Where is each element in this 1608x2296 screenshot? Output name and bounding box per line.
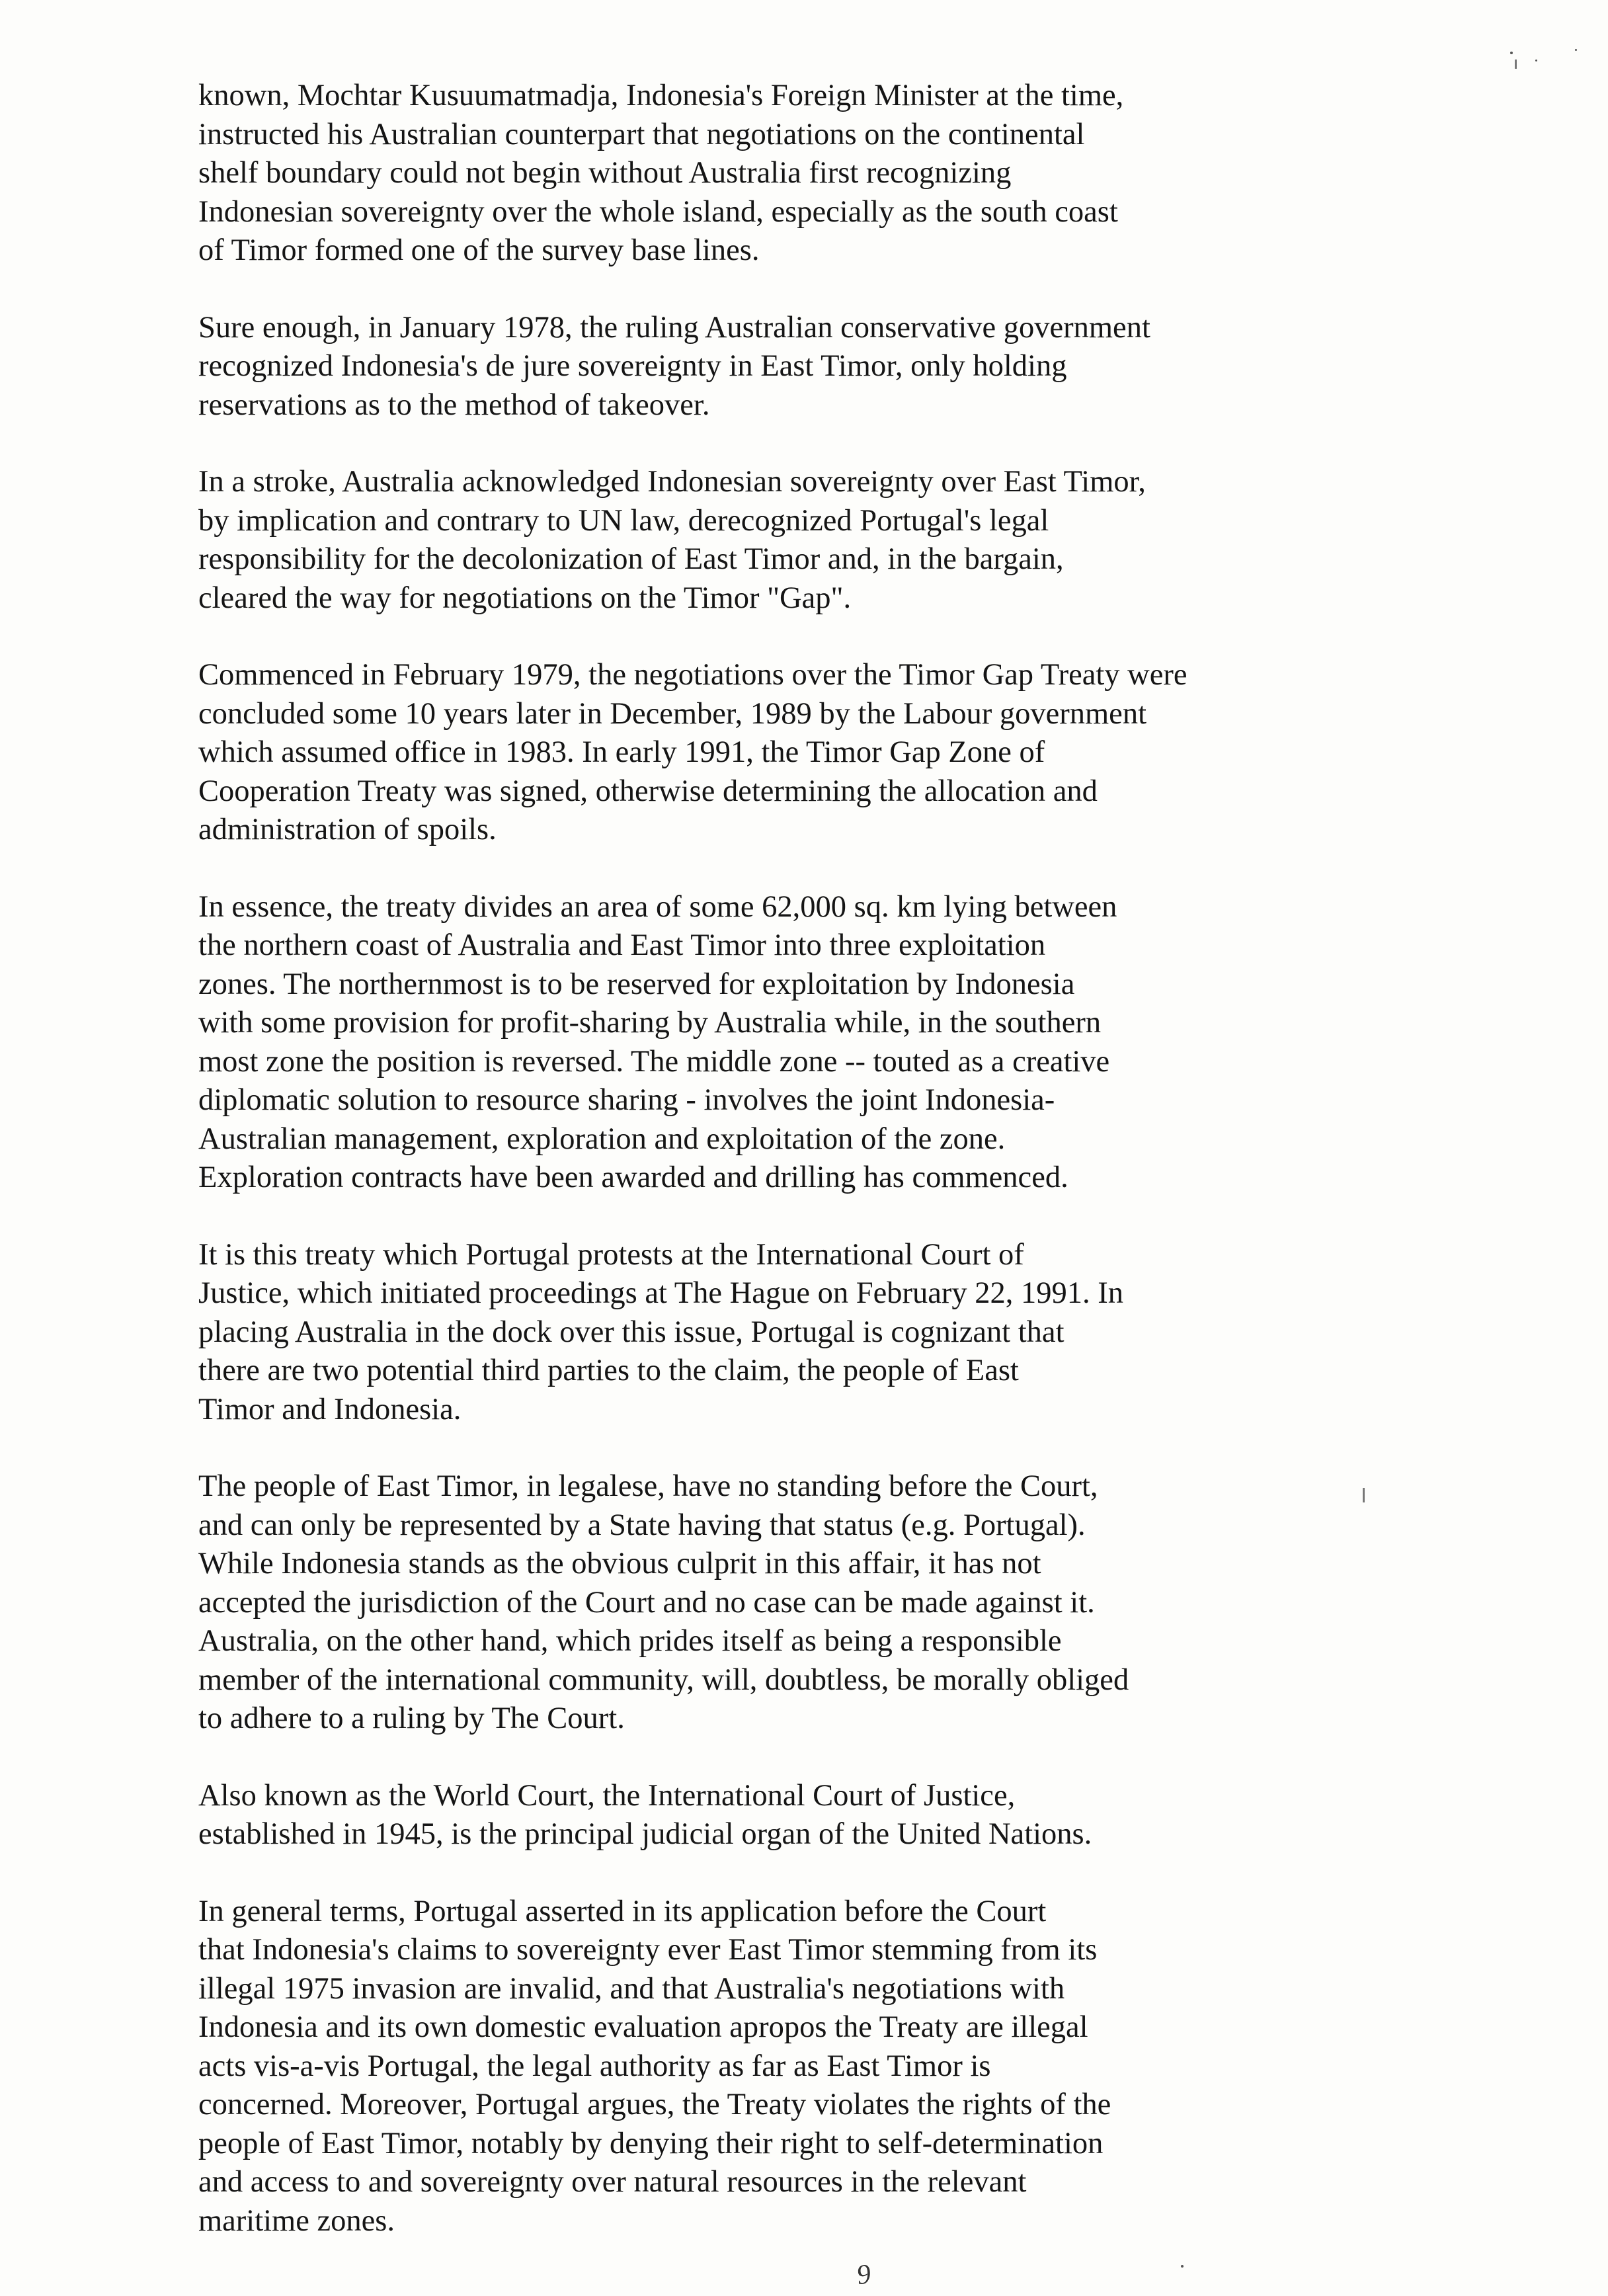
text-line: maritime zones.	[198, 2203, 395, 2238]
text-line: known, Mochtar Kusuumatmadja, Indonesia's Foreign Minister at the time,	[198, 79, 1124, 112]
text-line: and can only be represented by a State having that status (e.g. Portugal).	[198, 1508, 1086, 1542]
text-line: placing Australia in the dock over this issue, Portugal is cognizant that	[198, 1315, 1065, 1349]
text-line: accepted the jurisdiction of the Court and no case can be made against it.	[198, 1585, 1095, 1620]
page-number: 9	[854, 2258, 873, 2291]
scan-speck	[1575, 49, 1577, 51]
text-line: reservations as to the method of takeover.	[198, 388, 710, 422]
text-line: responsibility for the decolonization of East Timor and, in the bargain,	[198, 542, 1064, 576]
text-line: Indonesian sovereignty over the whole island, especially as the south coast	[198, 194, 1118, 229]
text-line: diplomatic solution to resource sharing - involves the joint Indonesia-	[198, 1083, 1055, 1117]
text-line: Exploration contracts have been awarded and drilling has commenced.	[198, 1161, 1068, 1194]
text-line: The people of East Timor, in legalese, have no standing before the Court,	[198, 1469, 1098, 1503]
text-line: Commenced in February 1979, the negotiations over the Timor Gap Treaty were	[198, 658, 1187, 692]
text-line: illegal 1975 invasion are invalid, and that Australia's negotiations with	[198, 1971, 1065, 2006]
text-line: Timor and Indonesia.	[198, 1392, 462, 1426]
text-line: which assumed office in 1983. In early 1991, the Timor Gap Zone of	[198, 735, 1045, 769]
text-line: shelf boundary could not begin without Australia first recognizing	[198, 156, 1012, 190]
scan-speck	[1510, 52, 1513, 54]
text-line: and access to and sovereignty over natural resources in the relevant	[198, 2165, 1027, 2199]
text-line: acts vis-a-vis Portugal, the legal authority as far as East Timor is	[198, 2049, 991, 2083]
text-line: Indonesia and its own domestic evaluation apropos the Treaty are illegal	[198, 2010, 1088, 2044]
scan-mark	[1363, 1488, 1365, 1502]
paragraph	[198, 656, 1455, 850]
text-line: recognized Indonesia's de jure sovereignty in East Timor, only holding	[198, 349, 1067, 383]
scan-speck	[1535, 60, 1537, 62]
scan-speck	[1181, 2265, 1184, 2268]
text-line: While Indonesia stands as the obvious culprit in this affair, it has not	[198, 1547, 1041, 1580]
text-line: Justice, which initiated proceedings at The Hague on February 22, 1991. In	[198, 1276, 1123, 1310]
text-line: zones. The northernmost is to be reserved for exploitation by Indonesia	[198, 967, 1075, 1001]
paragraph	[198, 1236, 1455, 1430]
body-text	[198, 77, 1455, 2279]
text-line: the northern coast of Australia and East Timor into three exploitation	[198, 928, 1046, 962]
text-line: Sure enough, in January 1978, the ruling Australian conservative government	[198, 310, 1150, 345]
text-line: with some provision for profit-sharing by Australia while, in the southern	[198, 1006, 1102, 1040]
text-line: Also known as the World Court, the International Court of Justice,	[198, 1778, 1016, 1813]
paragraph	[198, 1777, 1455, 1854]
text-line: member of the international community, will, doubtless, be morally obliged	[198, 1662, 1129, 1697]
paragraph	[198, 77, 1455, 270]
text-line: people of East Timor, notably by denying their right to self-determination	[198, 2126, 1104, 2160]
paragraph	[198, 1467, 1455, 1739]
scan-mark	[1515, 60, 1517, 69]
text-line: of Timor formed one of the survey base lines.	[198, 233, 760, 267]
paragraph	[198, 309, 1455, 425]
text-line: established in 1945, is the principal judicial organ of the United Nations.	[198, 1817, 1092, 1851]
text-line: Australia, on the other hand, which prides itself as being a responsible	[198, 1624, 1062, 1658]
text-line: to adhere to a ruling by The Court.	[198, 1702, 625, 1735]
text-line: concluded some 10 years later in December, 1989 by the Labour government	[198, 696, 1146, 731]
text-line: concerned. Moreover, Portugal argues, the Treaty violates the rights of the	[198, 2088, 1111, 2121]
text-line: In a stroke, Australia acknowledged Indonesian sovereignty over East Timor,	[198, 465, 1146, 499]
paragraph	[198, 888, 1455, 1198]
text-line: by implication and contrary to UN law, derecognized Portugal's legal	[198, 503, 1049, 538]
text-line: Australian management, exploration and exploitation of the zone.	[198, 1122, 1006, 1156]
text-line: Cooperation Treaty was signed, otherwise determining the allocation and	[198, 774, 1098, 808]
text-line: It is this treaty which Portugal protests at the International Court of	[198, 1237, 1024, 1272]
text-line: cleared the way for negotiations on the Timor "Gap".	[198, 581, 852, 615]
text-line: that Indonesia's claims to sovereignty ever East Timor stemming from its	[198, 1933, 1098, 1967]
paragraph	[198, 463, 1455, 618]
text-line: there are two potential third parties to the claim, the people of East	[198, 1354, 1019, 1387]
paragraph	[198, 1893, 1455, 2241]
text-line: most zone the position is reversed. The middle zone -- touted as a creative	[198, 1044, 1110, 1079]
text-line: instructed his Australian counterpart that negotiations on the continental	[198, 117, 1085, 151]
text-line: In general terms, Portugal asserted in its application before the Court	[198, 1894, 1047, 1928]
text-line: administration of spoils.	[198, 813, 497, 846]
text-line: In essence, the treaty divides an area of some 62,000 sq. km lying between	[198, 889, 1117, 924]
